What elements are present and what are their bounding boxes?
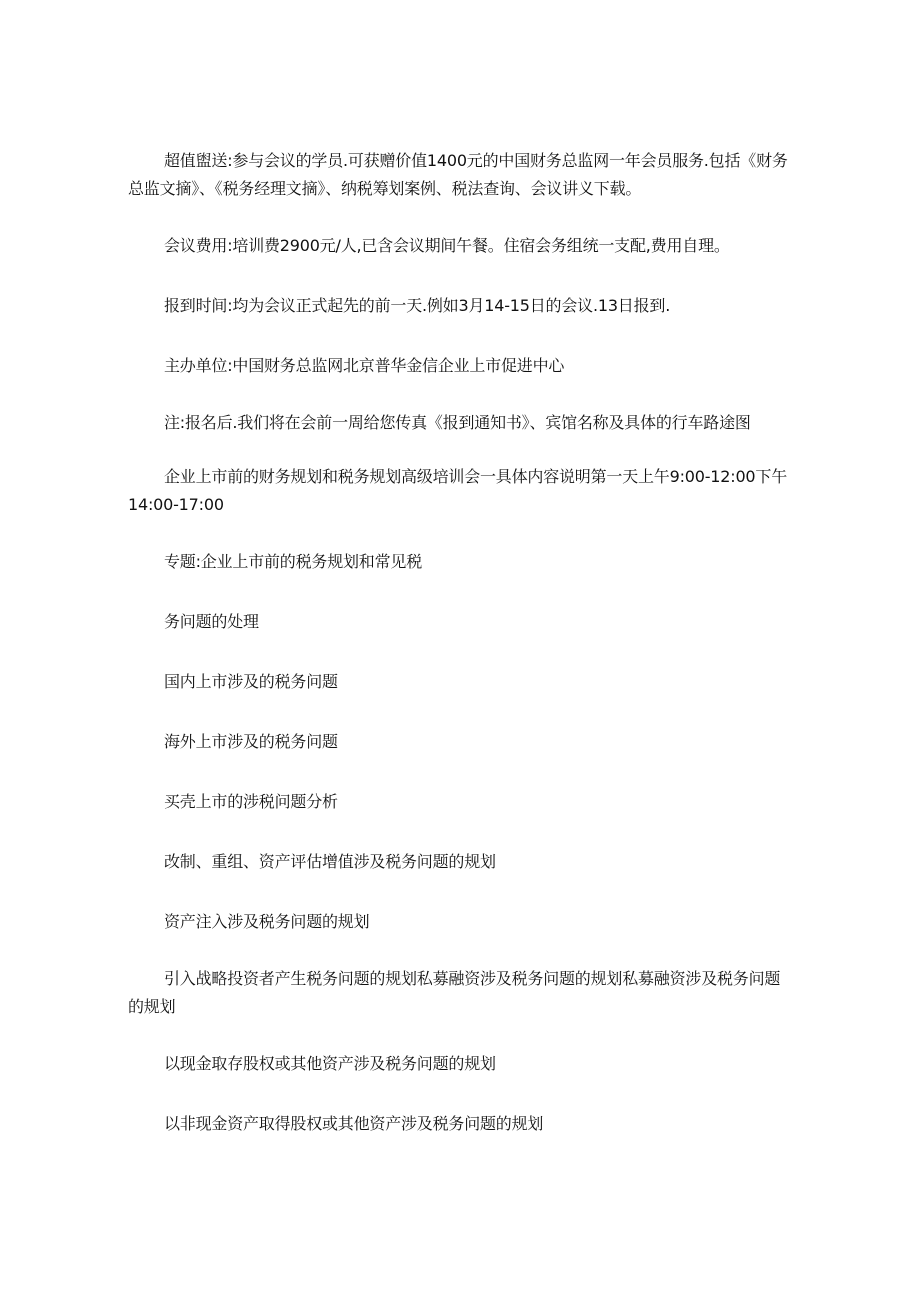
list-item: 国内上市涉及的税务问题 xyxy=(164,672,338,691)
paragraph-fee: 会议费用:培训费2900元/人,已含会议期间午餐。住宿会务组统一支配,费用自理。 xyxy=(164,236,730,255)
list-item: 以非现金资产取得股权或其他资产涉及税务问题的规划 xyxy=(164,1114,544,1133)
paragraph-note: 注:报名后.我们将在会前一周给您传真《报到通知书》、宾馆名称及具体的行车路途图 xyxy=(164,413,751,432)
paragraph-topic-cont: 务问题的处理 xyxy=(164,612,259,631)
list-item: 资产注入涉及税务问题的规划 xyxy=(164,912,370,931)
list-item: 买壳上市的涉税问题分析 xyxy=(164,792,338,811)
paragraph-gift: 超值盥送:参与会议的学员.可获赠价值1400元的中国财务总监网一年会员服务.包括《财务总监文摘》、《税务经理文摘》、纳税筹划案例、税法查询、会议讲义下载。 xyxy=(128,151,788,198)
document-body xyxy=(128,147,788,1167)
paragraph-checkin: 报到时间:均为会议正式起先的前一天.例如3月14-15日的会议.13日报到. xyxy=(164,296,671,315)
paragraph-topic: 专题:企业上市前的税务规划和常见税 xyxy=(164,552,422,571)
list-item: 海外上市涉及的税务问题 xyxy=(164,732,338,751)
paragraph-schedule: 企业上市前的财务规划和税务规划高级培训会一具体内容说明第一天上午9:00-12:00下午14:00-17:00 xyxy=(128,467,788,514)
paragraph-organizer: 主办单位:中国财务总监网北京普华金信企业上市促进中心 xyxy=(164,356,565,375)
list-item: 引入战略投资者产生税务问题的规划私募融资涉及税务问题的规划私募融资涉及税务问题的规划 xyxy=(128,969,781,1016)
list-item: 改制、重组、资产评估增值涉及税务问题的规划 xyxy=(164,852,496,871)
list-item: 以现金取存股权或其他资产涉及税务问题的规划 xyxy=(164,1054,496,1073)
